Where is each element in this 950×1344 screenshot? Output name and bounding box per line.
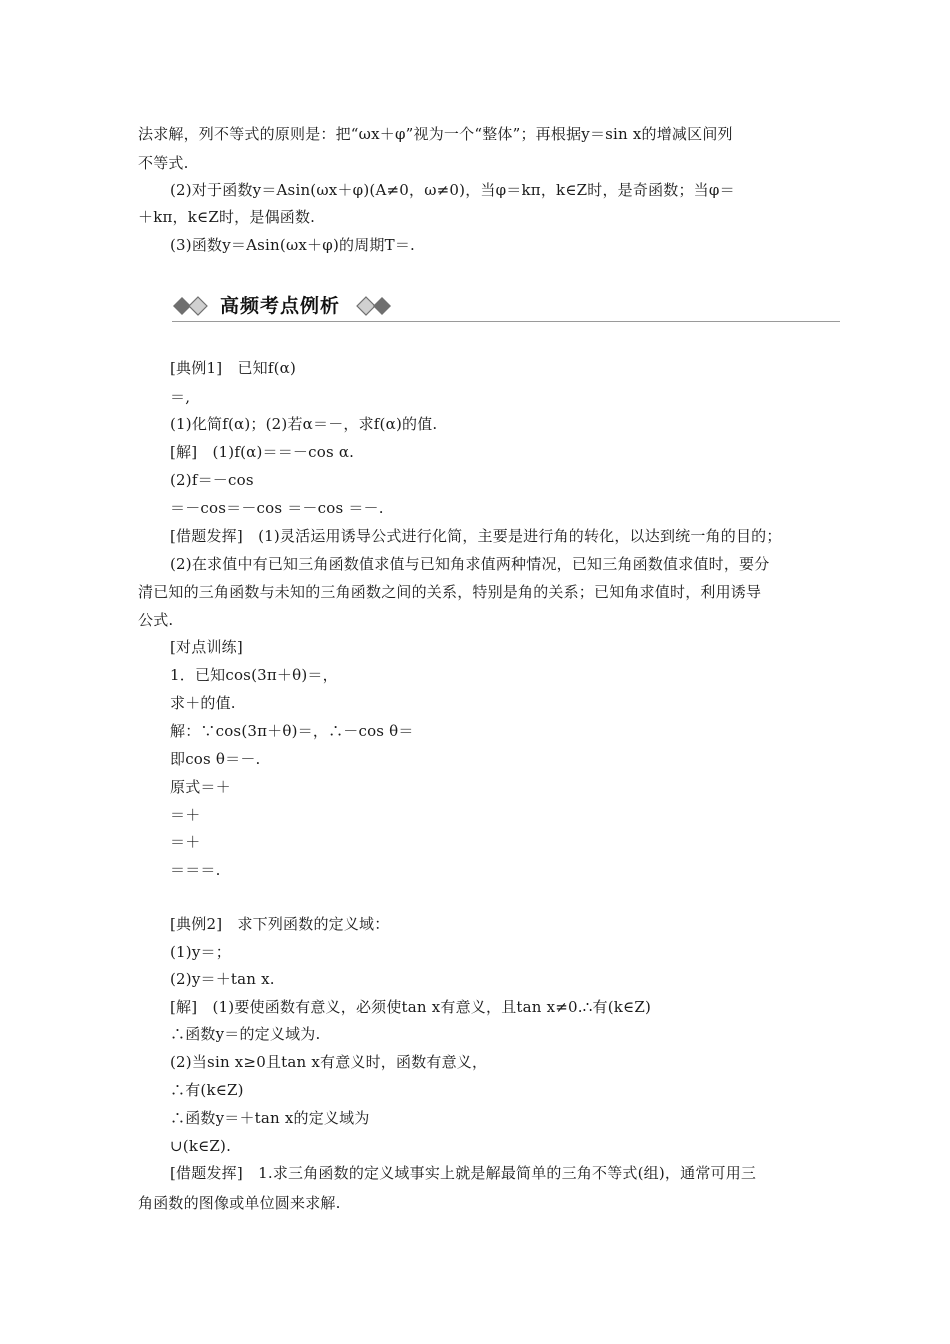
text-line: ∴有(k∈Z) bbox=[170, 1081, 244, 1099]
text-line: (2)f＝－cos bbox=[170, 471, 254, 489]
text-line: [解] (1)要使函数有意义，必须使tan x有意义，且tan x≠0.∴有(k∈Z) bbox=[170, 998, 652, 1016]
text-line: ∴函数y＝的定义域为. bbox=[170, 1025, 321, 1043]
text-line: 1．已知cos(3π＋θ)＝， bbox=[170, 666, 338, 684]
right-diamond-icon bbox=[356, 296, 398, 316]
section-title: 高频考点例析 bbox=[220, 295, 341, 317]
text-line: 即cos θ＝－. bbox=[170, 750, 261, 768]
text-line: 不等式. bbox=[138, 154, 189, 172]
text-line: (2)在求值中有已知三角函数值求值与已知角求值两种情况，已知三角函数值求值时，要分 bbox=[170, 555, 770, 573]
text-line: ＝＝＝. bbox=[170, 861, 221, 879]
text-line: ＝, bbox=[170, 388, 191, 406]
text-line: (2)当sin x≥0且tan x有意义时，函数有意义， bbox=[170, 1053, 488, 1071]
text-line: ＝＋ bbox=[170, 833, 201, 851]
text-line: (3)函数y＝Asin(ωx＋φ)的周期T＝. bbox=[170, 236, 415, 254]
text-line: 求＋的值. bbox=[170, 694, 236, 712]
text-line: ∴函数y＝＋tan x的定义域为 bbox=[170, 1109, 370, 1127]
text-line: (1)y＝； bbox=[170, 943, 231, 961]
text-line: (2)对于函数y＝Asin(ωx＋φ)(A≠0，ω≠0)，当φ＝kπ，k∈Z时，是奇函数；当φ＝ bbox=[170, 181, 735, 199]
text-line: 解：∵cos(3π＋θ)＝，∴－cos θ＝ bbox=[170, 722, 414, 740]
text-line: [借题发挥] 1.求三角函数的定义域事实上就是解最简单的三角不等式(组)，通常可用三 bbox=[170, 1164, 757, 1182]
text-line: ∪(k∈Z). bbox=[170, 1137, 232, 1155]
text-line: 公式. bbox=[138, 611, 174, 629]
text-line: (1)化简f(α)；(2)若α＝－，求f(α)的值. bbox=[170, 415, 438, 433]
text-line: ＝－cos＝－cos ＝－cos ＝－. bbox=[170, 499, 384, 517]
example-heading: [典例1] 已知f(α) bbox=[170, 359, 297, 377]
text-line: [解] (1)f(α)＝＝－cos α. bbox=[170, 443, 355, 461]
example-heading: [典例2] 求下列函数的定义域： bbox=[170, 915, 390, 933]
text-line: (2)y＝＋tan x. bbox=[170, 970, 275, 988]
left-diamond-icon bbox=[172, 296, 214, 316]
section-divider bbox=[172, 321, 840, 322]
section-banner bbox=[172, 292, 840, 322]
text-line: 角函数的图像或单位圆来求解. bbox=[138, 1194, 341, 1212]
text-line: 清已知的三角函数与未知的三角函数之间的关系，特别是角的关系；已知角求值时，利用诱导 bbox=[138, 583, 762, 601]
text-line: [借题发挥] (1)灵活运用诱导公式进行化简，主要是进行角的转化，以达到统一角的目的； bbox=[170, 527, 782, 545]
text-line: ＝＋ bbox=[170, 806, 201, 824]
text-line: 法求解，列不等式的原则是：把“ωx＋φ”视为一个“整体”；再根据y＝sin x的增减区间列 bbox=[138, 125, 733, 143]
text-line: 原式＝＋ bbox=[170, 778, 231, 796]
practice-heading: [对点训练] bbox=[170, 638, 243, 656]
text-line: ＋kπ，k∈Z时，是偶函数. bbox=[138, 208, 316, 226]
